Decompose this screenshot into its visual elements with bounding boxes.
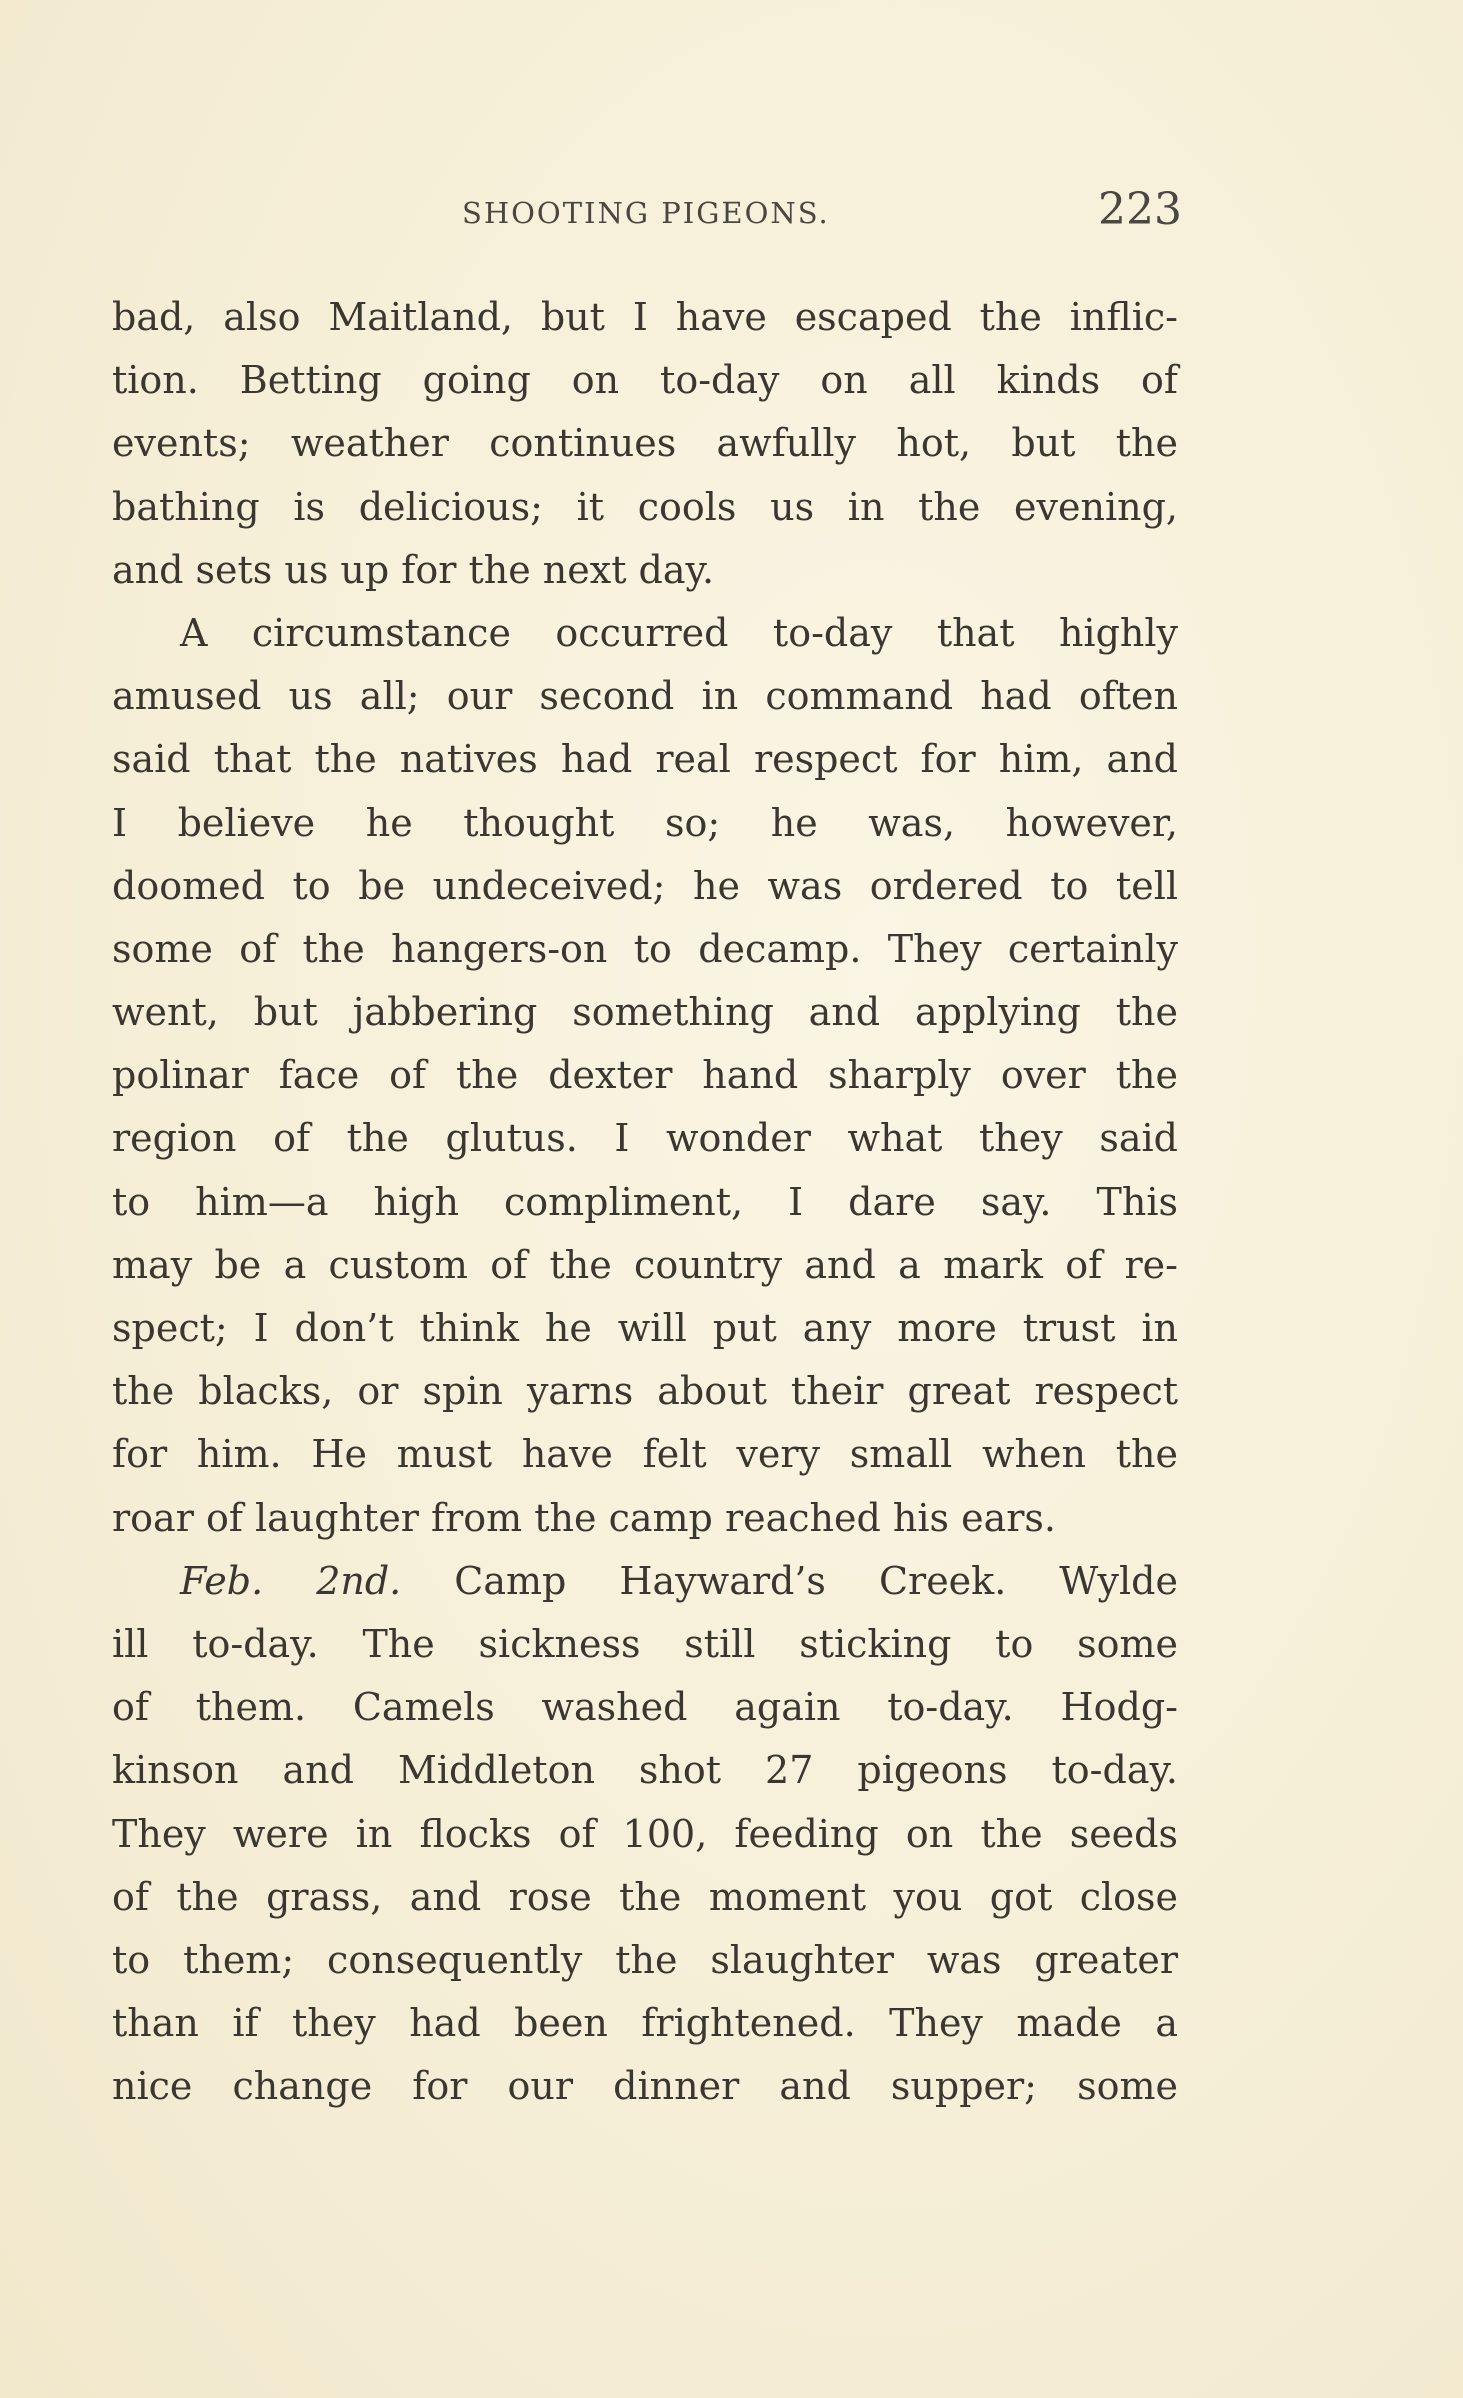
text-line: to them; consequently the slaughter was greater (112, 1937, 1178, 1982)
text-line: said that the natives had real respect for him, and (112, 737, 1178, 782)
text-line: roar of laughter from the camp reached his ears. (112, 1495, 1057, 1540)
text-line: A circumstance occurred to-day that highly (180, 610, 1178, 655)
body-text (112, 286, 1178, 2118)
text-line: and sets us up for the next day. (112, 547, 715, 592)
text-line: polinar face of the dexter hand sharply over the (112, 1053, 1178, 1098)
text-line: bad, also Maitland, but I have escaped the inflic- (112, 295, 1178, 339)
entry-text: Camp Hayward’s Creek. Wylde (454, 1558, 1178, 1603)
running-head (112, 178, 1182, 248)
text-line: events; weather continues awfully hot, but the (112, 421, 1178, 466)
text-line: ill to-day. The sickness still sticking to some (112, 1621, 1178, 1666)
text-line: for him. He must have felt very small when the (112, 1432, 1178, 1477)
running-title: SHOOTING PIGEONS. (462, 196, 830, 230)
text-line: bathing is delicious; it cools us in the evening, (112, 484, 1178, 529)
text-line: kinson and Middleton shot 27 pigeons to-day. (112, 1748, 1178, 1793)
entry-date: Feb. 2nd. (180, 1558, 402, 1603)
text-line: the blacks, or spin yarns about their great respect (112, 1369, 1178, 1414)
text-line: may be a custom of the country and a mark of re- (112, 1242, 1178, 1287)
text-line: of the grass, and rose the moment you got close (112, 1874, 1178, 1919)
text-line: I believe he thought so; he was, however, (112, 800, 1178, 845)
text-line: spect; I don’t think he will put any more trust in (112, 1306, 1178, 1350)
entry-line (112, 1550, 1178, 1613)
text-line: amused us all; our second in command had often (112, 674, 1178, 719)
text-line: nice change for our dinner and supper; some (112, 2064, 1178, 2109)
text-line: region of the glutus. I wonder what they said (112, 1116, 1178, 1161)
text-line: than if they had been frightened. They made a (112, 2001, 1178, 2046)
text-line: They were in flocks of 100, feeding on the seeds (112, 1811, 1178, 1856)
text-line: to him—a high compliment, I dare say. This (112, 1179, 1178, 1224)
page-number: 223 (1098, 184, 1182, 235)
text-line: tion. Betting going on to-day on all kinds of (112, 358, 1178, 403)
text-line: of them. Camels washed again to-day. Hodg- (112, 1685, 1178, 1730)
text-line: went, but jabbering something and applying the (112, 990, 1178, 1035)
text-line: doomed to be undeceived; he was ordered to tell (112, 863, 1178, 908)
text-line: some of the hangers-on to decamp. They certainly (112, 926, 1178, 971)
